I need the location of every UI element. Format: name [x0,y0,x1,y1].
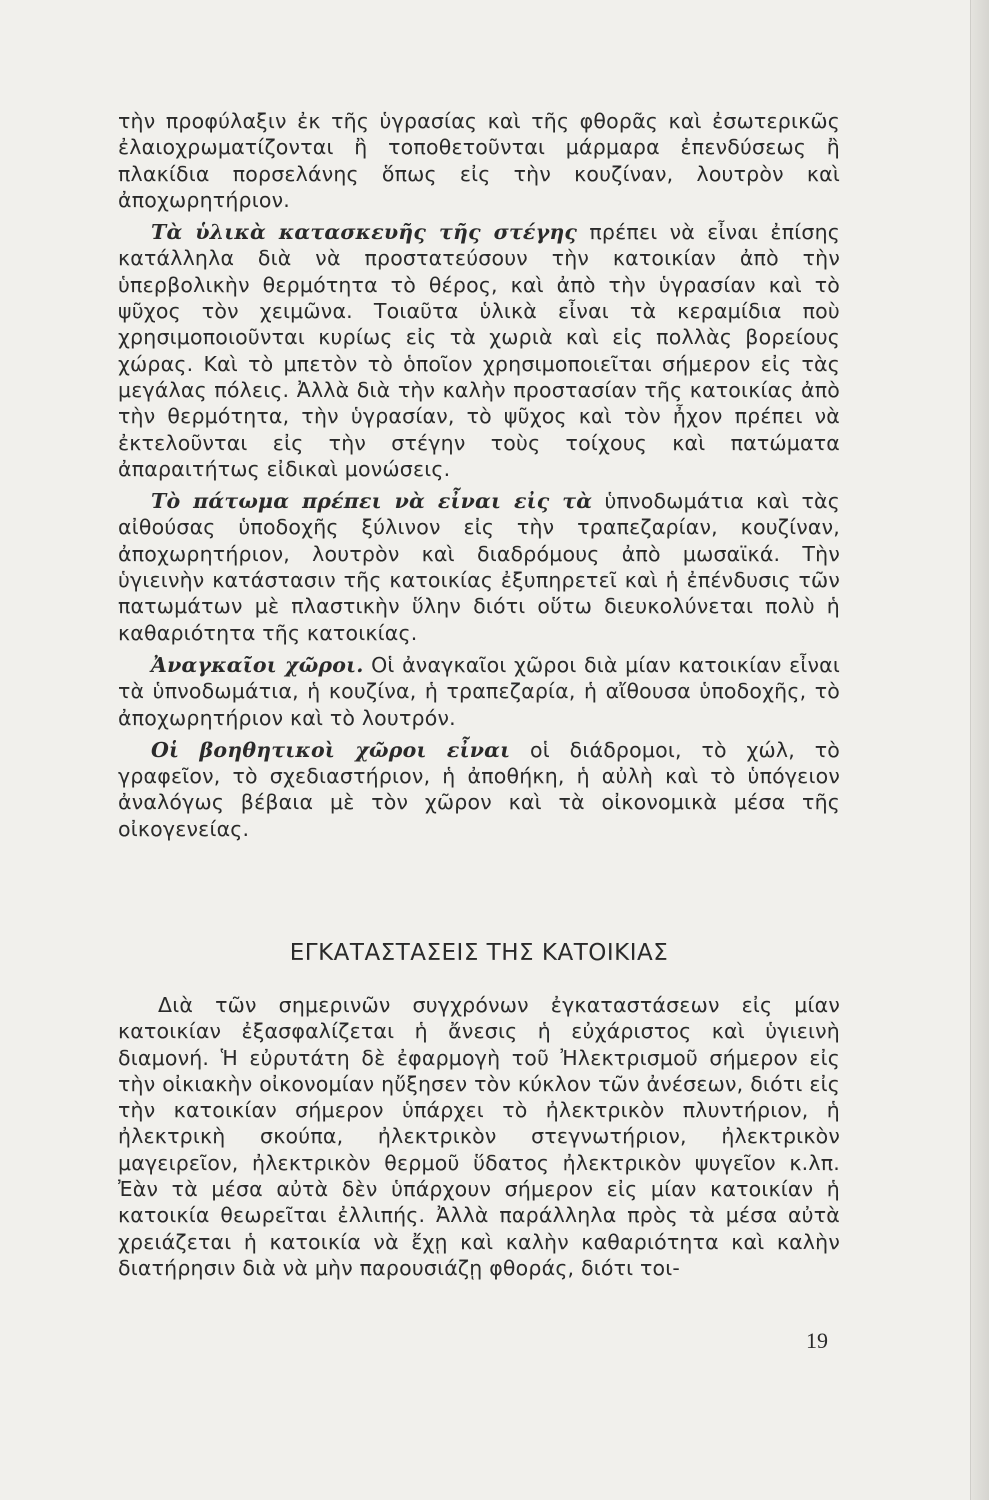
paragraph-floor [118,488,840,646]
paragraph-text: οἱ διάδρομοι, τὸ χώλ, τὸ γραφεῖον, τὸ σχεδιαστήριον, ἡ ἀποθήκη, ἡ αὐλὴ καὶ τὸ ὑπόγειον ἀναλόγως βέβαια μὲ τὸν χῶρον καὶ τὰ οἰκονομικὰ μέσα τῆς οἰκογενείας. [118,737,840,841]
paragraph-text: πρέπει νὰ εἶναι ἐπίσης κατάλληλα διὰ νὰ προστατεύσουν τὴν κατοικίαν ἀπὸ τὴν ὑπερβολικὴν θερμότητα τὸ θέρος, καὶ ἀπὸ τὴν ὑγρασίαν καὶ τὸ ψῦχος τὸν χειμῶνα. Τοιαῦτα ὑλικὰ εἶναι τὰ κεραμίδια ποὺ χρησιμοποιοῦνται κυρίως εἰς τὰ χωριὰ καὶ εἰς πολλὰς βορείους χώρας. Καὶ τὸ μπετὸν τὸ ὁποῖον χρησιμοποιεῖται σήμερον εἰς τὰς μεγάλας πόλεις. Ἀλλὰ διὰ τὴν καλὴν προστασίαν τῆς κατοικίας ἀπὸ τὴν θερμότητα, τὴν ὑγρασίαν, τὸ ψῦχος καὶ τὸν ἦχον πρέπει νὰ ἐκτελοῦνται εἰς τὴν στέγην τοὺς τοίχους καὶ πατώματα ἀπαραιτήτως εἰδικαὶ μονώσεις. [118,220,840,481]
page-edge [970,0,989,1500]
paragraph-text: τὴν προφύλαξιν ἐκ τῆς ὑγρασίας καὶ τῆς φθορᾶς καὶ ἐσωτερικῶς ἐλαιοχρωματίζονται ἢ τοποθετοῦνται μάρμαρα ἐπενδύσεως ἢ πλακίδια πορσελάνης ὅπως εἰς τὴν κουζίναν, λουτρὸν καὶ ἀποχωρητήριον. [118,109,840,212]
section-heading: ΕΓΚΑΤΑΣΤΑΣΕΙΣ ΤΗΣ ΚΑΤΟΙΚΙΑΣ [289,940,669,966]
paragraph-lead: Οἱ βοηθητικοὶ χῶροι εἶναι [151,737,511,762]
paragraph-text: Οἱ ἀναγκαῖοι χῶροι διὰ μίαν κατοικίαν εἶναι τὰ ὑπνοδωμάτια, ἡ κουζίνα, ἡ τραπεζαρία, ἡ αἴθουσα ὑποδοχῆς, τὸ ἀποχωρητήριον καὶ τὸ λουτρόν. [118,652,840,730]
paragraph-roof-materials [118,219,840,482]
paragraph-lead: Τὸ πάτωμα πρέπει νὰ εἶναι εἰς τὰ [151,489,593,514]
paragraph-installations: Διὰ τῶν σημερινῶν συγχρόνων ἐγκαταστάσεων εἰς μίαν κατοικίαν ἐξασφαλίζεται ἡ ἄνεσις ἡ εὐχάριστος καὶ ὑγιεινὴ διαμονή. Ἡ εὐρυτάτη δὲ ἐφαρμογὴ τοῦ Ἠλεκτρισμοῦ σήμερον εἰς τὴν οἰκιακὴν οἰκονομίαν ηὔξησεν τὸν κύκλον τῶν ἀνέσεων, διότι εἰς τὴν κατοικίαν σήμερον ὑπάρχει τὸ ἠλεκτρικὸν πλυντήριον, ἡ ἠλεκτρικὴ σκούπα, ἠλεκτρικὸν στεγνωτήριον, ἠλεκτρικὸν μαγειρεῖον, ἠλεκτρικὸν θερμοῦ ὕδατος ἠλεκτρικὸν ψυγεῖον κ.λπ. Ἐὰν τὰ μέσα αὐτὰ δὲν ὑπάρχουν σήμερον εἰς μίαν κατοικίαν ἡ κατοικία θεωρεῖται ἐλλιπής. Ἀλλὰ παράλληλα πρὸς τὰ μέσα αὐτὰ χρειάζεται ἡ κατοικία νὰ ἔχῃ καὶ καλὴν καθαριότητα καὶ καλὴν διατήρησιν διὰ νὰ μὴν παρουσιάζῃ φθοράς, διότι τοι- [118,993,840,1280]
body-text-lower [118,992,840,1281]
paragraph-lead: Ἀναγκαῖοι χῶροι. [151,652,364,677]
paragraph-text: ὑπνοδωμάτια καὶ τὰς αἰθούσας ὑποδοχῆς ξύλινον εἰς τὴν τραπεζαρίαν, κουζίναν, ἀποχωρητήριον, λουτρὸν καὶ διαδρόμους ἀπὸ μωσαϊκά. Τὴν ὑγιεινὴν κατάστασιν τῆς κατοικίας ἐξυπηρετεῖ καὶ ἡ ἐπένδυσις τῶν πατωμάτων μὲ πλαστικὴν ὕλην διότι οὕτω διευκολύνεται πολὺ ἡ καθαριότητα τῆς κατοικίας. [118,489,840,645]
paragraph-protection [118,108,840,213]
paragraph-lead: Τὰ ὑλικὰ κατασκευῆς τῆς στέγης [151,220,578,245]
page-number: 19 [806,1328,828,1353]
paragraph-auxiliary-rooms [118,737,840,842]
body-text-upper [118,108,840,842]
paragraph-necessary-rooms [118,652,840,731]
